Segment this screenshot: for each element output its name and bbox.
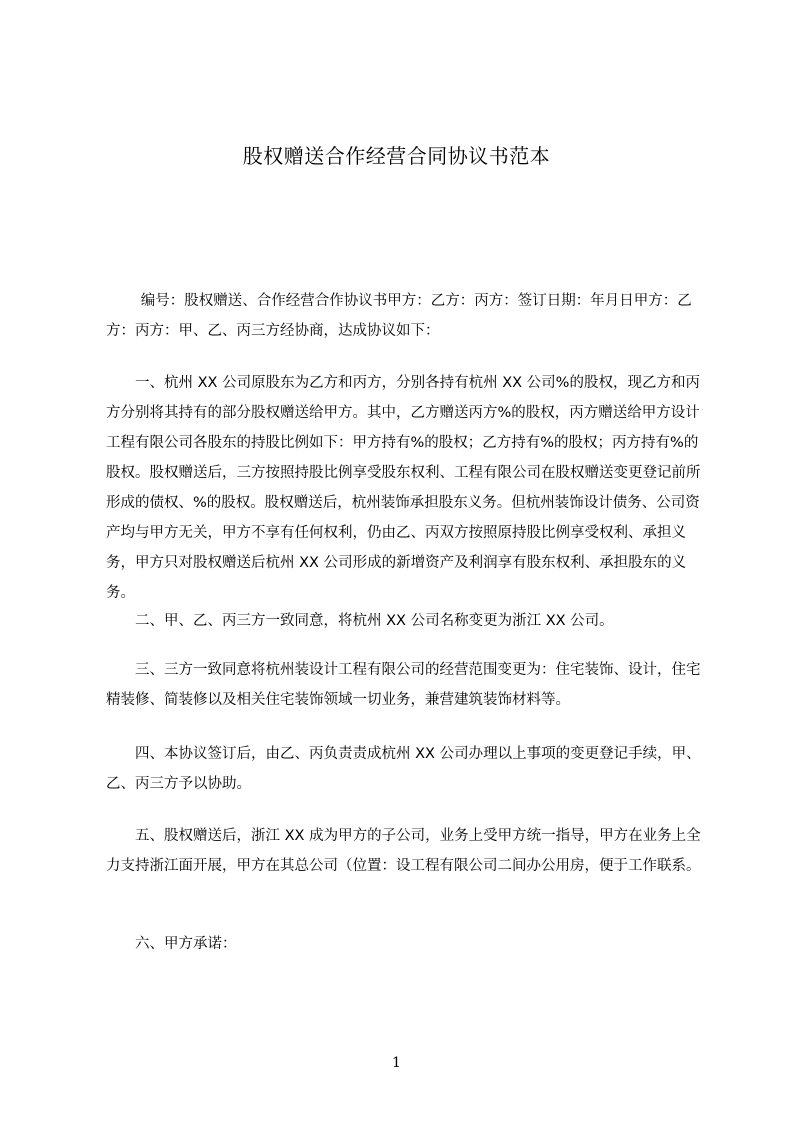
clause-4-paragraph: 四、本协议签订后，由乙、丙负责责成杭州 XX 公司办理以上事项的变更登记手续，甲、乙、丙三方予以协助。 <box>106 746 701 792</box>
clause-3-paragraph: 三、三方一致同意将杭州装设计工程有限公司的经营范围变更为：住宅装饰、设计，住宅精装修、简装修以及相关住宅装饰领域一切业务，兼营建筑装饰材料等。 <box>106 662 701 708</box>
intro-paragraph: 编号：股权赠送、合作经营合作协议书甲方：乙方：丙方：签订日期：年月日甲方：乙方：丙方：甲、乙、丙三方经协商，达成协议如下： <box>106 293 692 339</box>
page-number: 1 <box>392 1055 401 1071</box>
clause-1-paragraph: 一、杭州 XX 公司原股东为乙方和丙方，分别各持有杭州 XX 公司%的股权，现乙方和丙方分别将其持有的部分股权赠送给甲方。其中，乙方赠送丙方%的股权，丙方赠送给甲方设计工程有限公司各股东的持股比例如下：甲方持有%的股权；乙方持有%的股权；丙方持有%的股权。股权赠送后，三方按照持股比例享受股东权利、工程有限公司在股权赠送变更登记前所形成的债权、%的股权。股权赠送后，杭州装饰承担股东义务。但杭州装饰设计债务、公司资产均与甲方无关，甲方不享有任何权利，仍由乙、丙双方按照原持股比例享受权利、承担义务，甲方只对股权赠送后杭州 XX 公司形成的新增资产及利润享有股东权利、承担股东的义务。 <box>106 375 701 601</box>
clause-6-paragraph: 六、甲方承诺： <box>135 936 237 952</box>
clause-5-paragraph: 五、股权赠送后，浙江 XX 成为甲方的子公司，业务上受甲方统一指导，甲方在业务上全力支持浙江面开展，甲方在其总公司（位置：设工程有限公司二间办公用房，便于工作联系。 <box>106 828 701 874</box>
clause-2-paragraph: 二、甲、乙、丙三方一致同意，将杭州 XX 公司名称变更为浙江 XX 公司。 <box>135 613 614 629</box>
document-title: 股权赠送合作经营合同协议书范本 <box>242 144 551 168</box>
